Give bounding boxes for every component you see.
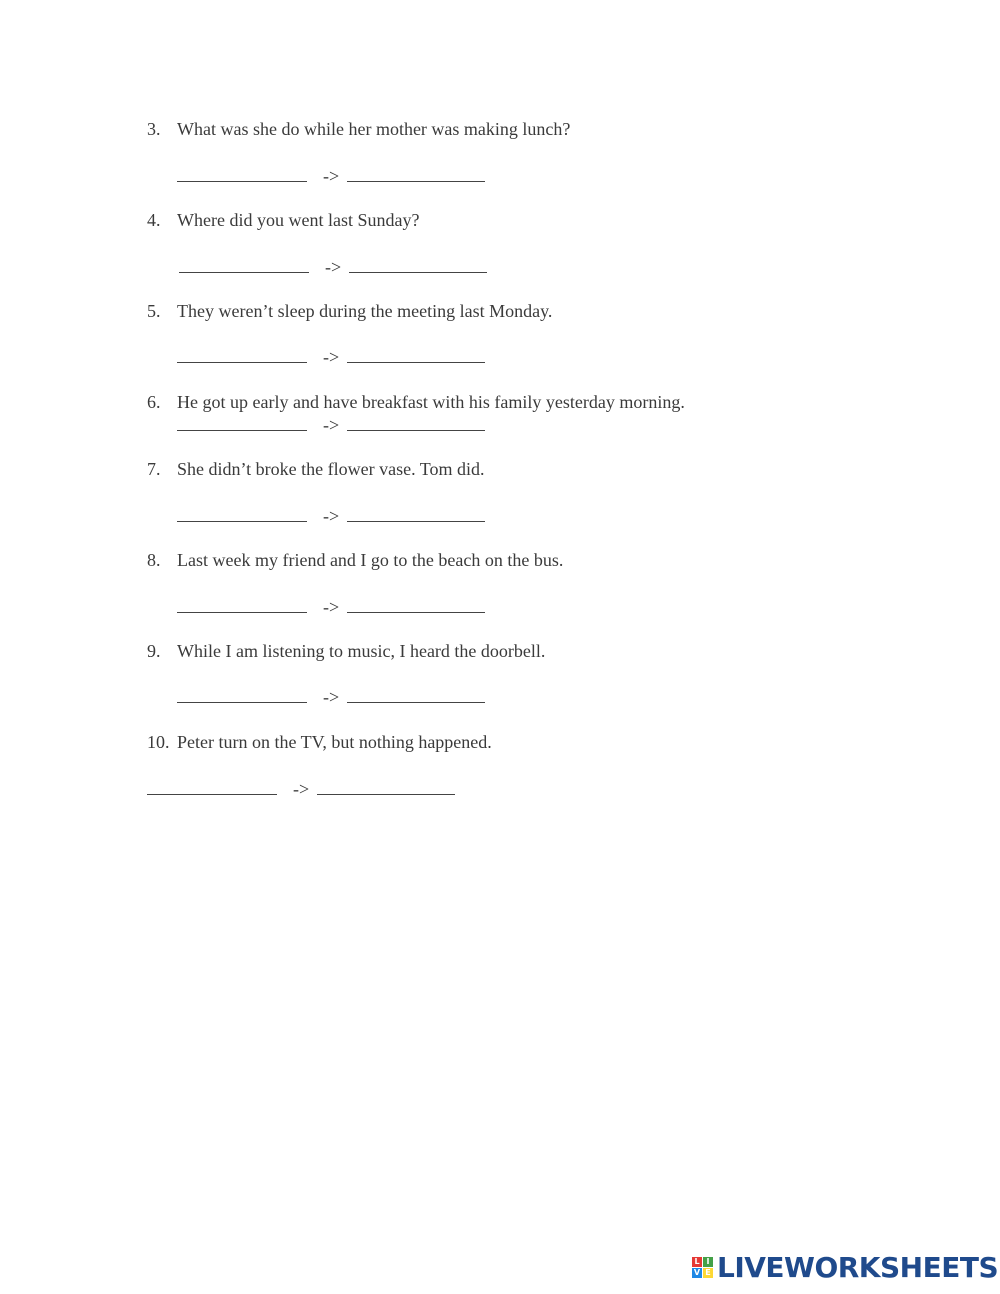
wrong-word-field[interactable]: [179, 259, 309, 273]
wrong-word-field[interactable]: [177, 417, 307, 431]
question-number: 7.: [147, 459, 161, 479]
question-text: Where did you went last Sunday?: [177, 210, 420, 230]
question-text: Last week my friend and I go to the beach on the bus.: [177, 550, 564, 570]
correct-word-field[interactable]: [347, 349, 485, 363]
logo-letter: E: [703, 1268, 713, 1278]
question-text: He got up early and have breakfast with his family yesterday morning.: [177, 392, 685, 412]
answer-row: [177, 506, 485, 527]
question-number: 5.: [147, 301, 161, 321]
arrow-label: ->: [323, 166, 340, 186]
arrow-label: ->: [323, 506, 340, 526]
arrow-label: ->: [323, 687, 340, 707]
question-text: Peter turn on the TV, but nothing happened.: [177, 732, 492, 752]
correct-word-field[interactable]: [347, 168, 485, 182]
brand-name: LIVEWORKSHEETS: [717, 1250, 999, 1284]
arrow-label: ->: [323, 415, 340, 435]
answer-row: [177, 415, 485, 436]
correct-word-field[interactable]: [349, 259, 487, 273]
question-text: While I am listening to music, I heard the doorbell.: [177, 641, 546, 661]
arrow-label: ->: [293, 779, 310, 799]
liveworksheets-logo: [692, 1250, 998, 1284]
question-number: 10.: [147, 732, 170, 752]
answer-row: [179, 257, 487, 278]
question-text: What was she do while her mother was making lunch?: [177, 119, 571, 139]
wrong-word-field[interactable]: [147, 781, 277, 795]
question-number: 4.: [147, 210, 161, 230]
wrong-word-field[interactable]: [177, 599, 307, 613]
arrow-label: ->: [323, 347, 340, 367]
correct-word-field[interactable]: [347, 599, 485, 613]
answer-row: [147, 779, 455, 800]
question-text: They weren’t sleep during the meeting last Monday.: [177, 301, 553, 321]
arrow-label: ->: [325, 257, 342, 277]
question-number: 3.: [147, 119, 161, 139]
correct-word-field[interactable]: [347, 508, 485, 522]
answer-row: [177, 347, 485, 368]
arrow-label: ->: [323, 597, 340, 617]
question-number: 6.: [147, 392, 161, 412]
logo-letter: I: [703, 1257, 713, 1267]
logo-letter: V: [693, 1268, 701, 1277]
answer-row: [177, 597, 485, 618]
logo-letter: L: [692, 1257, 702, 1267]
answer-row: [177, 166, 485, 187]
wrong-word-field[interactable]: [177, 689, 307, 703]
correct-word-field[interactable]: [347, 417, 485, 431]
correct-word-field[interactable]: [317, 781, 455, 795]
answer-row: [177, 687, 485, 708]
question-text: She didn’t broke the flower vase. Tom did.: [177, 459, 485, 479]
correct-word-field[interactable]: [347, 689, 485, 703]
logo-mark-icon: [692, 1257, 713, 1278]
question-number: 8.: [147, 550, 161, 570]
wrong-word-field[interactable]: [177, 168, 307, 182]
wrong-word-field[interactable]: [177, 349, 307, 363]
question-number: 9.: [147, 641, 161, 661]
wrong-word-field[interactable]: [177, 508, 307, 522]
